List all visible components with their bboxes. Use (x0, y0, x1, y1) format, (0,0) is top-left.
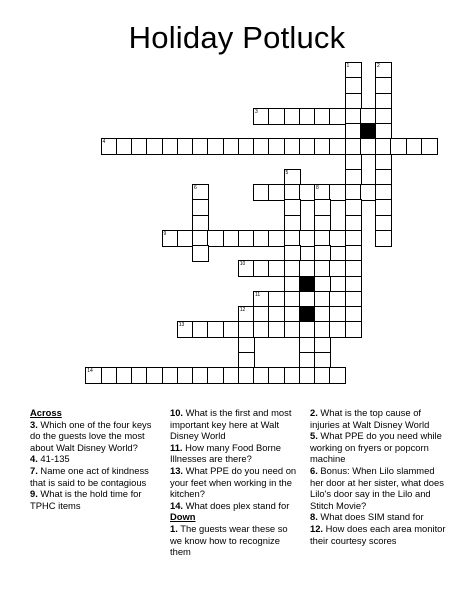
clue-number-label: 4. (30, 453, 38, 465)
clue-number-label: 14. (170, 499, 184, 511)
clue-text: 41-135 (37, 453, 70, 465)
clue-number-label: 5. (310, 430, 318, 442)
clue-text: What is the top cause of injuries at Walt Disney World (310, 407, 430, 430)
clue-text: What is the hold time for TPHC items (30, 488, 142, 511)
grid-cell[interactable] (329, 367, 346, 384)
clue-text: What is the first and most important key here at Walt Disney World (170, 407, 292, 442)
clue-number: 13 (178, 322, 185, 329)
clue-text: Which one of the four keys do the guests love the most about Walt Disney World? (30, 418, 152, 453)
clue-number-label: 10. (170, 407, 184, 418)
clue-number: 5 (285, 169, 289, 176)
clue (310, 523, 446, 546)
clue-text: What does plex stand for (183, 499, 290, 511)
clue-number: 2 (377, 63, 380, 69)
clues-column-3 (310, 407, 446, 546)
clue-number-label: 9. (30, 488, 38, 500)
clue-number: 4 (102, 139, 106, 146)
grid-cell[interactable] (345, 321, 362, 338)
clue-number: 9 (163, 230, 167, 237)
clue (310, 511, 446, 523)
clue-number: 12 (239, 307, 246, 313)
clue (310, 430, 446, 465)
clue-number-label: 13. (170, 464, 184, 476)
clue-number: 3 (255, 108, 258, 115)
clue-number: 10 (239, 261, 246, 268)
clue (30, 465, 156, 488)
clue (30, 453, 156, 465)
clue (30, 488, 156, 511)
puzzle-title: Holiday Potluck (128, 20, 346, 55)
clue (310, 407, 446, 430)
clues-column-2 (170, 407, 302, 558)
clues-heading-across: Across (30, 407, 62, 418)
clue-text: Name one act of kindness that is said to be contagious (30, 464, 149, 488)
clue-number: 11 (255, 291, 261, 298)
clue (170, 465, 302, 500)
clue (170, 407, 302, 442)
clue-number: 8 (316, 185, 319, 191)
clue-number-label: 12. (310, 522, 324, 534)
clue (170, 500, 302, 512)
clue-number-label: 3. (30, 418, 38, 430)
clue-number: 1 (346, 63, 350, 69)
clue-text: How many Food Borne Illnesses are there? (170, 441, 281, 465)
clue-text: How does each area monitor their courtesy scores (310, 522, 446, 546)
clue-number-label: 1. (170, 522, 178, 534)
grid-cell[interactable] (421, 138, 438, 155)
grid-cell[interactable] (192, 245, 209, 262)
clue (310, 465, 446, 511)
clue (30, 419, 156, 454)
clue-text: What PPE do you need on your feet when working in the kitchen? (170, 464, 297, 500)
clue-number: 6 (194, 185, 197, 191)
clue-number-label: 6. (310, 464, 318, 476)
clue-number-label: 7. (30, 464, 38, 476)
clue (170, 442, 302, 465)
clue-number-label: 2. (310, 407, 318, 418)
clue-text: What PPE do you need while working on fryers or popcorn machine (310, 430, 442, 465)
grid-cell[interactable] (375, 230, 392, 247)
clue-text: The guests wear these so we know how to recognize them (170, 522, 288, 558)
clue-text: Bonus: When Lilo slammed her door at her sister, what does Lilo's door say in the Lilo and Stitch Movie? (310, 464, 444, 511)
clue (170, 523, 302, 558)
clues-heading-down: Down (170, 511, 196, 523)
clues-column-1 (30, 407, 156, 511)
clue-number: 14 (87, 368, 93, 374)
clue-text: What does SIM stand for (317, 511, 424, 523)
clue-number-label: 8. (310, 511, 318, 523)
clue-number-label: 11. (170, 441, 183, 453)
